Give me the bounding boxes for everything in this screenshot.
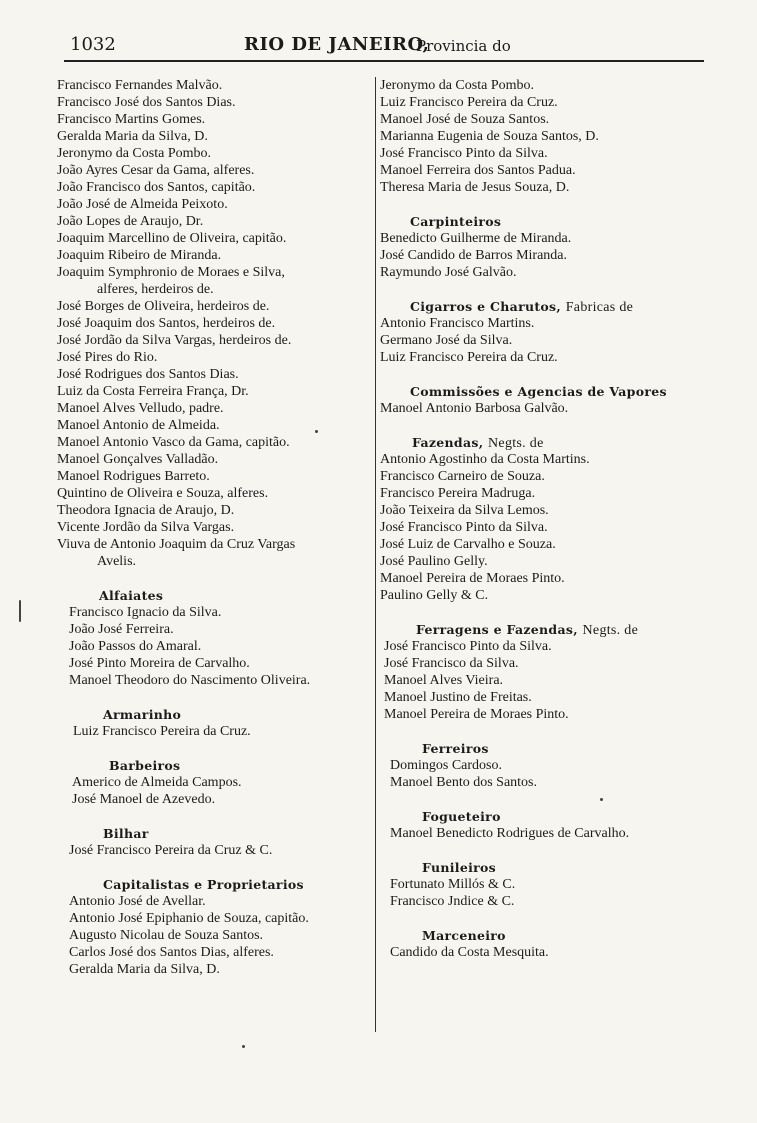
list-item: Theodora Ignacia de Araujo, D. [57, 503, 235, 518]
list-item: José Paulino Gelly. [380, 554, 488, 569]
section-heading-cigarros-title: Cigarros e Charutos, [410, 299, 562, 314]
list-item: Luiz Francisco Pereira da Cruz. [380, 95, 558, 110]
list-item: Carlos José dos Santos Dias, alferes. [69, 945, 274, 960]
list-item: José Francisco Pinto da Silva. [380, 146, 548, 161]
list-item: Luiz Francisco Pereira da Cruz. [73, 724, 251, 739]
section-heading-fogueteiro: Fogueteiro [422, 809, 501, 824]
section-heading-cigarros [380, 298, 710, 315]
list-item: João José de Almeida Peixoto. [57, 197, 228, 212]
list-item: Manoel Alves Vieira. [384, 673, 504, 688]
list-item: José Luiz de Carvalho e Souza. [380, 537, 556, 552]
page-number: 1032 [70, 34, 116, 55]
list-item: João Francisco dos Santos, capitão. [57, 180, 256, 195]
list-item: Francisco Martins Gomes. [57, 112, 206, 127]
list-item: Antonio José Epiphanio de Souza, capitão. [69, 911, 309, 926]
list-item: José Pires do Rio. [57, 350, 158, 365]
list-item: José Pinto Moreira de Carvalho. [69, 656, 250, 671]
list-item-continuation: alferes, herdeiros de. [97, 282, 214, 297]
list-item: Joaquim Ribeiro de Miranda. [57, 248, 222, 263]
list-item: Manoel Bento dos Santos. [390, 775, 537, 790]
list-item: Manoel Benedicto Rodrigues de Carvalho. [390, 826, 630, 841]
list-item: Manoel Pereira de Moraes Pinto. [384, 707, 569, 722]
list-item: Antonio José de Avellar. [69, 894, 206, 909]
list-item: Luiz Francisco Pereira da Cruz. [380, 350, 558, 365]
list-item: João Teixeira da Silva Lemos. [380, 503, 549, 518]
list-item: Manoel Ferreira dos Santos Padua. [380, 163, 576, 178]
section-heading-barbeiros: Barbeiros [109, 758, 181, 773]
margin-mark [19, 600, 21, 622]
list-item: Manoel Antonio de Almeida. [57, 418, 220, 433]
list-item: José Borges de Oliveira, herdeiros de. [57, 299, 270, 314]
list-item: Manoel Pereira de Moraes Pinto. [380, 571, 565, 586]
section-heading-capitalistas: Capitalistas e Proprietarios [103, 877, 304, 892]
list-item: Quintino de Oliveira e Souza, alferes. [57, 486, 269, 501]
section-heading-armarinho: Armarinho [103, 707, 182, 722]
list-item: João Ayres Cesar da Gama, alferes. [57, 163, 255, 178]
section-heading-commissoes: Commissões e Agencias de Vapores [410, 384, 667, 399]
list-item: Americo de Almeida Campos. [72, 775, 242, 790]
list-item: José Manoel de Azevedo. [72, 792, 216, 807]
section-heading-alfaiates: Alfaiates [99, 588, 164, 603]
list-item: Marianna Eugenia de Souza Santos, D. [380, 129, 599, 144]
section-heading-fazendas [380, 434, 710, 451]
page-header [64, 34, 704, 58]
list-item: Manoel Theodoro do Nascimento Oliveira. [69, 673, 311, 688]
list-item: Germano José da Silva. [380, 333, 513, 348]
list-item: José Francisco Pinto da Silva. [384, 639, 552, 654]
list-item: Manoel Antonio Vasco da Gama, capitão. [57, 435, 290, 450]
list-item-continuation: Avelis. [97, 554, 137, 569]
list-item: Domingos Cardoso. [390, 758, 502, 773]
section-heading-funileiros: Funileiros [422, 860, 496, 875]
header-rule [64, 60, 704, 62]
list-item: Raymundo José Galvão. [380, 265, 517, 280]
list-item: Manoel José de Souza Santos. [380, 112, 550, 127]
list-item: Augusto Nicolau de Souza Santos. [69, 928, 264, 943]
list-item: João José Ferreira. [69, 622, 174, 637]
list-item: Viuva de Antonio Joaquim da Cruz Vargas [57, 537, 296, 552]
list-item: José Rodrigues dos Santos Dias. [57, 367, 239, 382]
section-heading-cigarros-suffix: Fabricas de [565, 300, 634, 315]
list-item: José Francisco Pereira da Cruz & C. [69, 843, 273, 858]
print-speck [242, 1045, 245, 1048]
section-heading-ferragens-suffix: Negts. de [582, 623, 639, 638]
list-item: Francisco Fernandes Malvão. [57, 78, 223, 93]
list-item: Antonio Agostinho da Costa Martins. [380, 452, 590, 467]
list-item: Manoel Gonçalves Valladão. [57, 452, 219, 467]
page-subtitle: Provincia do [416, 37, 511, 55]
list-item: José Joaquim dos Santos, herdeiros de. [57, 316, 276, 331]
list-item: José Francisco Pinto da Silva. [380, 520, 548, 535]
list-item: Fortunato Millós & C. [390, 877, 516, 892]
list-item: Francisco Ignacio da Silva. [69, 605, 222, 620]
list-item: Geralda Maria da Silva, D. [69, 962, 220, 977]
print-speck [600, 798, 603, 801]
section-heading-fazendas-title: Fazendas, [412, 435, 484, 450]
section-heading-ferragens [380, 621, 710, 638]
list-item: Jeronymo da Costa Pombo. [57, 146, 211, 161]
section-heading-ferreiros: Ferreiros [422, 741, 489, 756]
list-item: Luiz da Costa Ferreira França, Dr. [57, 384, 249, 399]
list-item: João Passos do Amaral. [69, 639, 202, 654]
list-item: Francisco Carneiro de Souza. [380, 469, 545, 484]
list-item: Jeronymo da Costa Pombo. [380, 78, 534, 93]
list-item: Antonio Francisco Martins. [380, 316, 535, 331]
list-item: Benedicto Guilherme de Miranda. [380, 231, 572, 246]
section-heading-fazendas-suffix: Negts. de [488, 436, 544, 451]
list-item: Candido da Costa Mesquita. [390, 945, 549, 960]
list-item: Paulino Gelly & C. [380, 588, 489, 603]
list-item: Manoel Alves Velludo, padre. [57, 401, 224, 416]
section-heading-carpinteiros: Carpinteiros [410, 214, 502, 229]
section-heading-bilhar: Bilhar [103, 826, 149, 841]
list-item: Vicente Jordão da Silva Vargas. [57, 520, 235, 535]
list-item: Joaquim Symphronio de Moraes e Silva, [57, 265, 285, 280]
left-column [57, 77, 375, 978]
list-item: Joaquim Marcellino de Oliveira, capitão. [57, 231, 287, 246]
list-item: José Jordão da Silva Vargas, herdeiros de. [57, 333, 292, 348]
list-item: João Lopes de Araujo, Dr. [57, 214, 204, 229]
page-title: RIO DE JANEIRO, [244, 34, 430, 55]
list-item: Francisco Pereira Madruga. [380, 486, 536, 501]
list-item: Manoel Antonio Barbosa Galvão. [380, 401, 569, 416]
right-column [380, 77, 710, 961]
list-item: José Francisco da Silva. [384, 656, 519, 671]
section-heading-ferragens-title: Ferragens e Fazendas, [416, 622, 578, 637]
list-item: Francisco José dos Santos Dias. [57, 95, 236, 110]
list-item: José Candido de Barros Miranda. [380, 248, 568, 263]
section-heading-marceneiro: Marceneiro [422, 928, 506, 943]
list-item: Manoel Justino de Freitas. [384, 690, 532, 705]
list-item: Theresa Maria de Jesus Souza, D. [380, 180, 570, 195]
column-divider [375, 77, 376, 1032]
print-speck [315, 430, 318, 433]
list-item: Francisco Jndice & C. [390, 894, 515, 909]
list-item: Geralda Maria da Silva, D. [57, 129, 208, 144]
list-item: Manoel Rodrigues Barreto. [57, 469, 210, 484]
